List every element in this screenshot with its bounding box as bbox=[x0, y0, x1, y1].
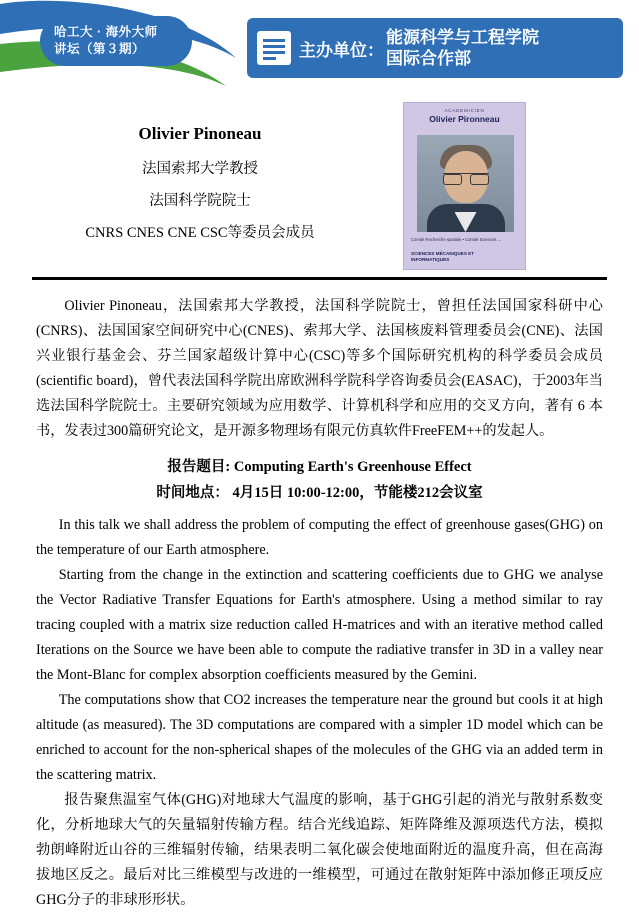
host-banner bbox=[247, 18, 623, 78]
book-caption: Comité Recherche spatiale • Comité Sciences ... bbox=[411, 237, 502, 242]
speaker-biography: Olivier Pinoneau，法国索邦大学教授，法国科学院院士，曾担任法国国家科研中心(CNRS)、法国国家空间研究中心(CNES)、索邦大学、法国核废料管理委员会(CNE)、法国兴业银行基金会、芬兰国家超级计算中心(CSC)等多个国际研究机构的科学委员会成员(scientific board)，曾代表法国科学院出席欧洲科学院科学咨询委员会(EASAC)，于2003年当选法国科学院院士。主要研究领域为应用数学、计算机科学和应用的交叉方向，著有 6 本书，发表过300篇研究论文，是开源多物理场有限元仿真软件FreeFEM++的发起人。 bbox=[36, 297, 603, 439]
document-lines-icon bbox=[257, 31, 291, 65]
speaker-title-1: 法国索邦大学教授 bbox=[142, 161, 258, 177]
speaker-portrait bbox=[417, 135, 514, 232]
portrait-collar bbox=[455, 212, 477, 232]
host-value bbox=[386, 27, 539, 69]
abstract-paragraph-1: In this talk we shall address the problem of computing the effect of greenhouse gases(GHG) on the temperature of our Earth atmosphere. bbox=[36, 516, 603, 558]
book-series-label: ACADEMICIEN bbox=[444, 108, 485, 113]
document-body bbox=[0, 280, 639, 913]
talk-title-label: 报告题目: bbox=[167, 458, 231, 475]
forum-badge-line2: 讲坛（第３期） bbox=[54, 42, 146, 56]
portrait-suit bbox=[427, 204, 505, 232]
abstract-paragraph-3: The computations show that CO2 increases the temperature near the ground but cools it at high altitude (as measured). The 3D computations are compared with a simpler 1D model which can be enriched to account for the non-spherical shapes of the molecules of the GHG via an added term in the scattering matrix. bbox=[36, 691, 603, 783]
abstract-paragraph-2: Starting from the change in the extinction and scattering coefficients due to GHG we analyse the Vector Radiative Transfer Equations for Earth's atmosphere. Using a method similar to ray tracing coupled with a matrix size reduction called H-matrices and with an iterative method called Iterations on the Source we have been able to compute the radiative transfer in 3D in a valley near the Mont-Blanc for complex absorption coefficients measured by the Gemini. bbox=[36, 566, 603, 683]
speaker-title-3: CNRS CNES CNE CSC等委员会成员 bbox=[85, 225, 315, 241]
speaker-title-2: 法国科学院院士 bbox=[149, 193, 251, 209]
book-cover-image bbox=[403, 102, 526, 270]
talk-title-text: Computing Earth's Greenhouse Effect bbox=[233, 458, 472, 475]
abstract-paragraph-4-chinese: 报告聚焦温室气体(GHG)对地球大气温度的影响，基于GHG引起的消光与散射系数变化，分析地球大气的矢量辐射传输方程。结合光线追踪、矩阵降维及源项迭代方法，模拟勃朗峰附近山谷的三维辐射传输，结果表明二氧化碳会使地面附近的温度升高，但在高海拔地区反之。最后对比三维模型与改进的一维模型，可通过在散射矩阵中添加修正项反应GHG分子的非球形形状。 bbox=[36, 791, 603, 908]
talk-time-row bbox=[36, 480, 603, 506]
book-footer bbox=[411, 251, 474, 263]
host-value-line1: 能源科学与工程学院 bbox=[386, 28, 539, 47]
talk-title-row bbox=[36, 454, 603, 480]
page-header bbox=[0, 0, 639, 96]
speaker-name: Olivier Pinoneau bbox=[138, 124, 262, 143]
book-footer-line2: INFORMATIQUES bbox=[411, 257, 450, 262]
speaker-info bbox=[0, 124, 400, 253]
talk-time-label: 时间地点： bbox=[156, 484, 229, 501]
portrait-glasses bbox=[443, 173, 489, 183]
talk-time-text: 4月15日 10:00-12:00，节能楼212会议室 bbox=[232, 484, 483, 501]
book-header bbox=[404, 103, 525, 124]
forum-badge-line1: 哈工大 · 海外大师 bbox=[54, 25, 158, 39]
book-author-name: Olivier Pironneau bbox=[429, 114, 500, 124]
forum-badge bbox=[40, 16, 192, 66]
speaker-section bbox=[0, 96, 639, 271]
book-footer-line1: SCIENCES MÉCANIQUES ET bbox=[411, 251, 475, 256]
host-label: 主办单位： bbox=[299, 40, 384, 60]
host-value-line2: 国际合作部 bbox=[386, 49, 471, 68]
